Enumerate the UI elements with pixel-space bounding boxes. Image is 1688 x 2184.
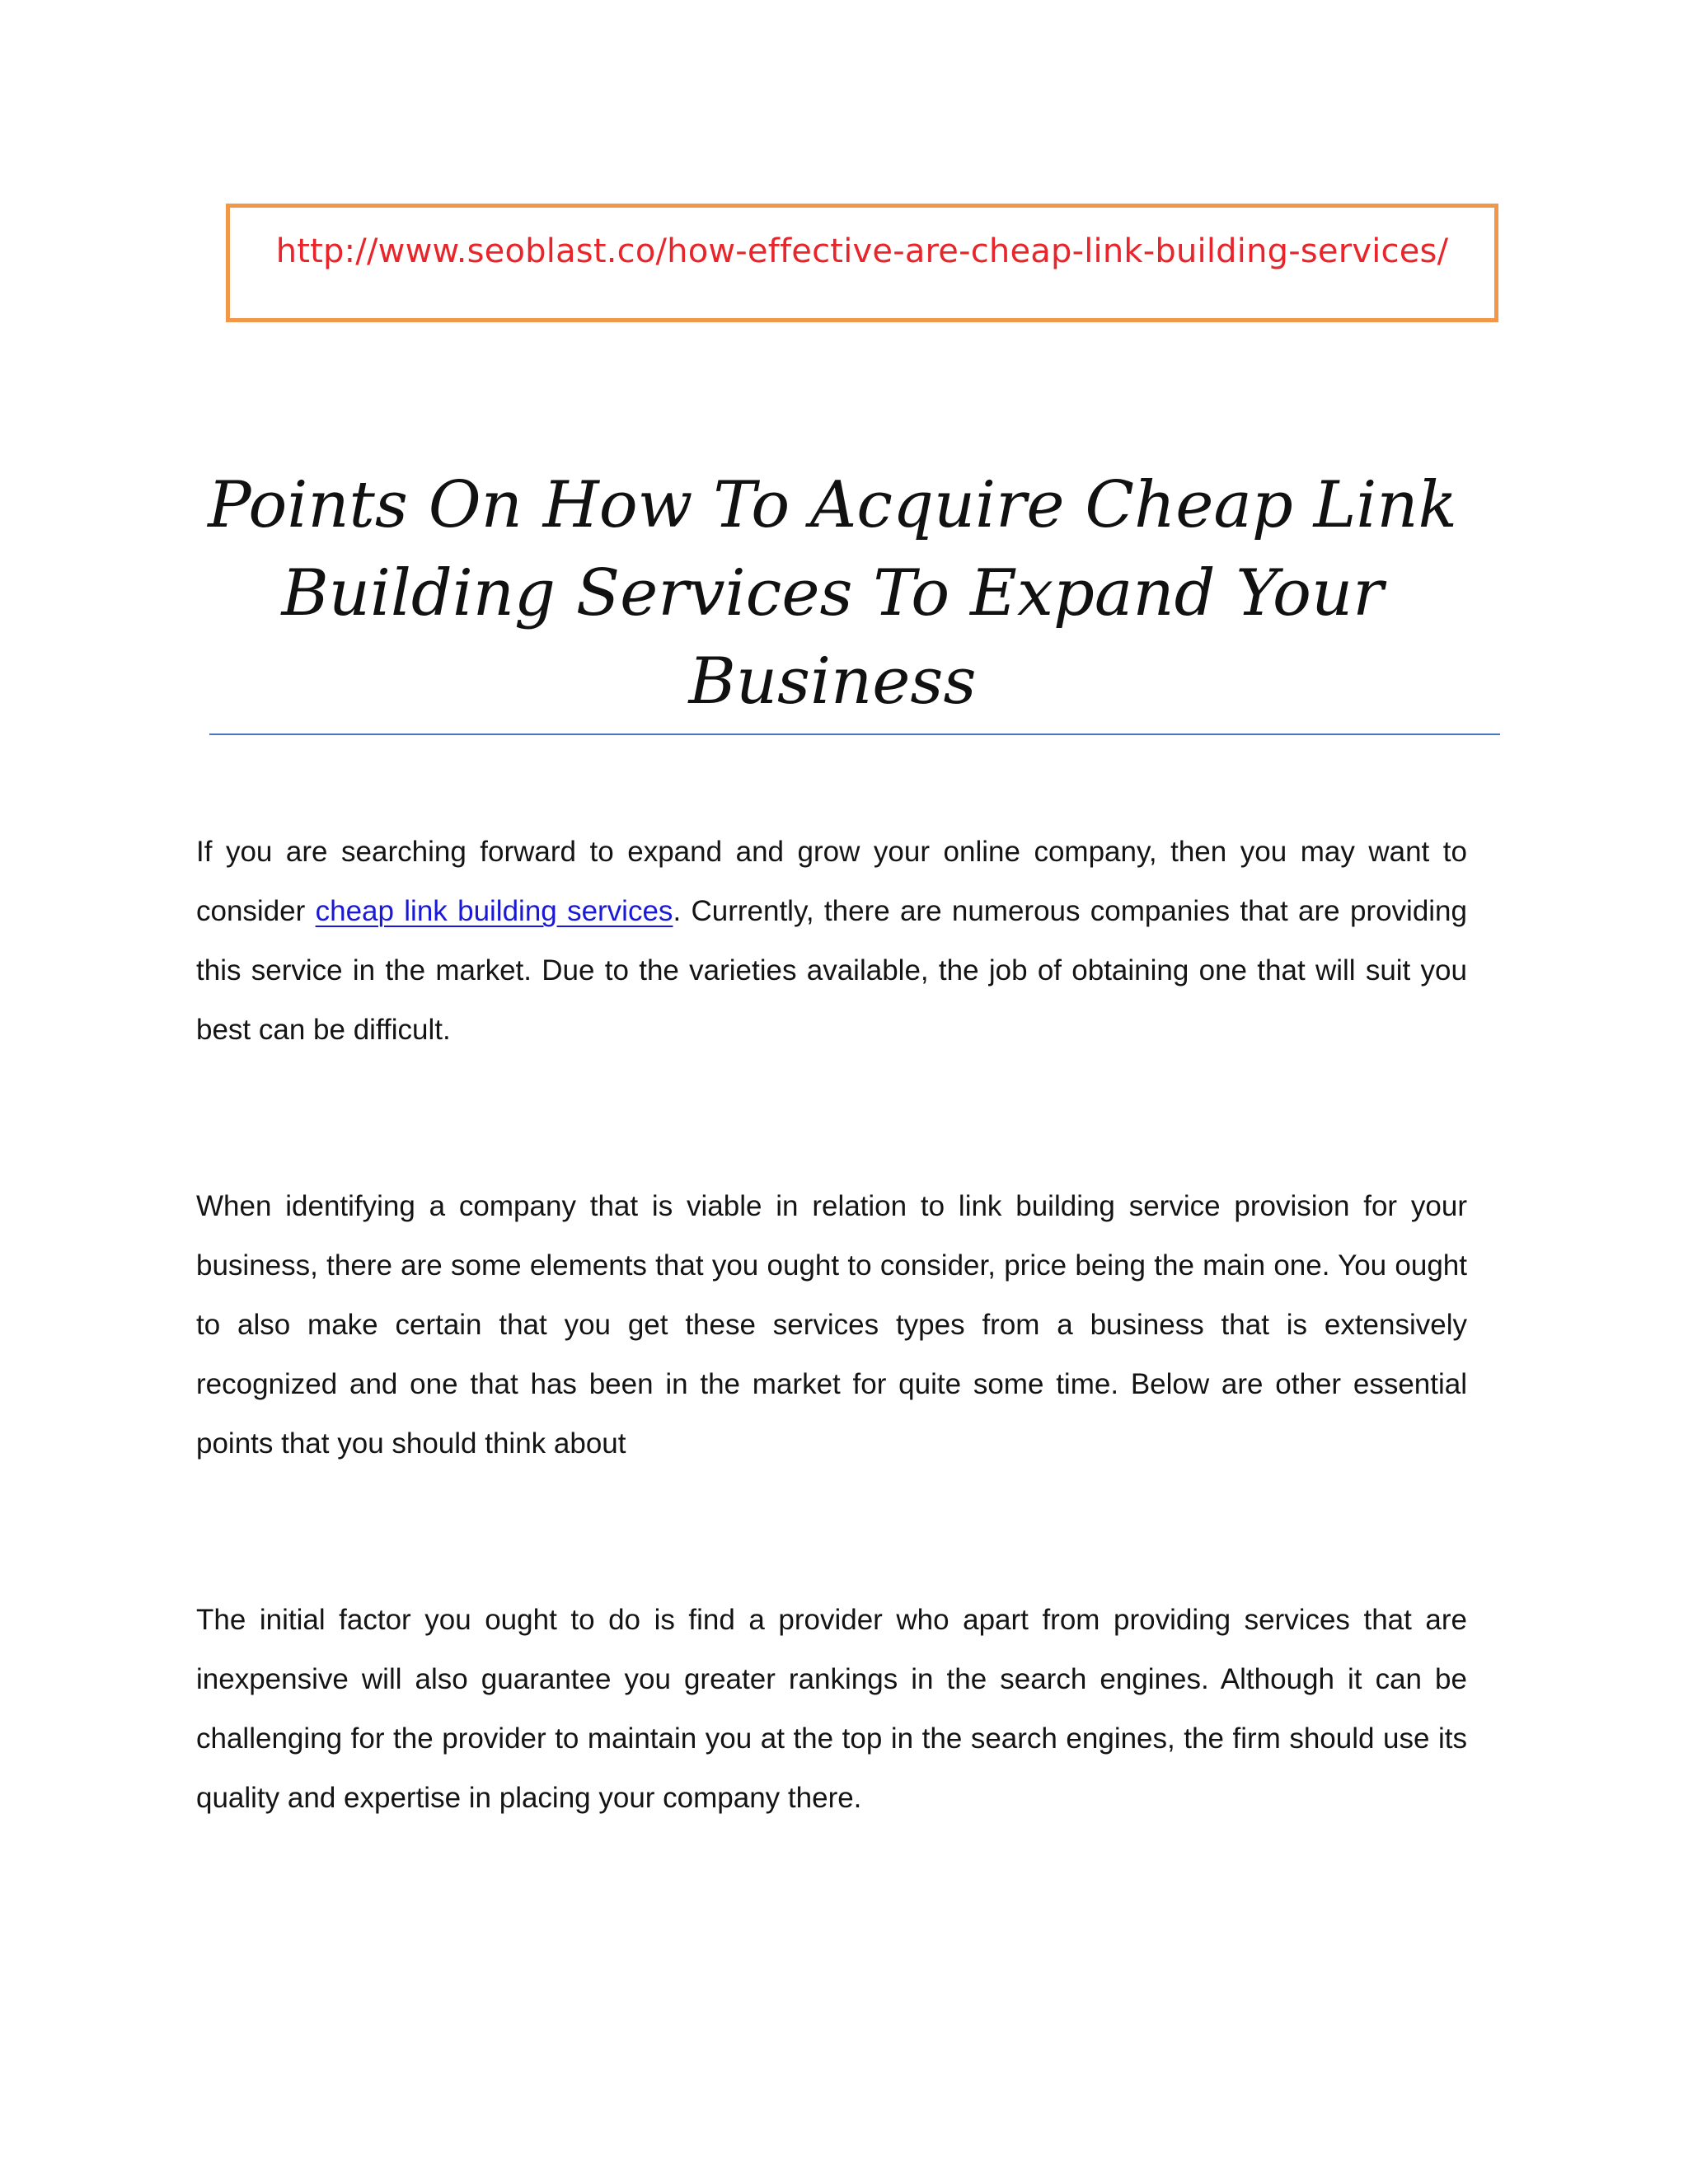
paragraph-intro [196, 823, 1467, 1060]
document-title: Points On How To Acquire Cheap Link Building Services To Expand Your Business [208, 468, 1457, 719]
paragraph-initial-factor: The initial factor you ought to do is find a provider who apart from providing services that are inexpensive will also guarantee you greater rankings in the search engines. Although it can be challenging for the provider to maintain you at the top in the search engines, the firm should use its quality and expertise in placing your company there. [196, 1604, 1467, 1814]
title-divider [209, 733, 1500, 735]
paragraph-intro-before: If you are searching forward to expand and grow your online company, then you may want to consider [196, 836, 1467, 927]
source-url-box [226, 204, 1498, 322]
paragraph-identifying: When identifying a company that is viable in relation to link building service provision for your business, there are some elements that you ought to consider, price being the main one. You ought to also make certain that you get these services types from a business that is extensively recognized and one that has been in the market for quite some time. Below are other essential points that you should think about [196, 1190, 1467, 1460]
paragraph-intro-after: . Currently, there are numerous companies that are providing this service in the market. Due to the varieties available, the job of obtaining one that will suit you best can be difficult. [196, 895, 1467, 1046]
cheap-link-building-services-link[interactable]: cheap link building services [315, 895, 673, 927]
source-url-link[interactable]: http://www.seoblast.co/how-effective-are-cheap-link-building-services/ [275, 232, 1449, 270]
